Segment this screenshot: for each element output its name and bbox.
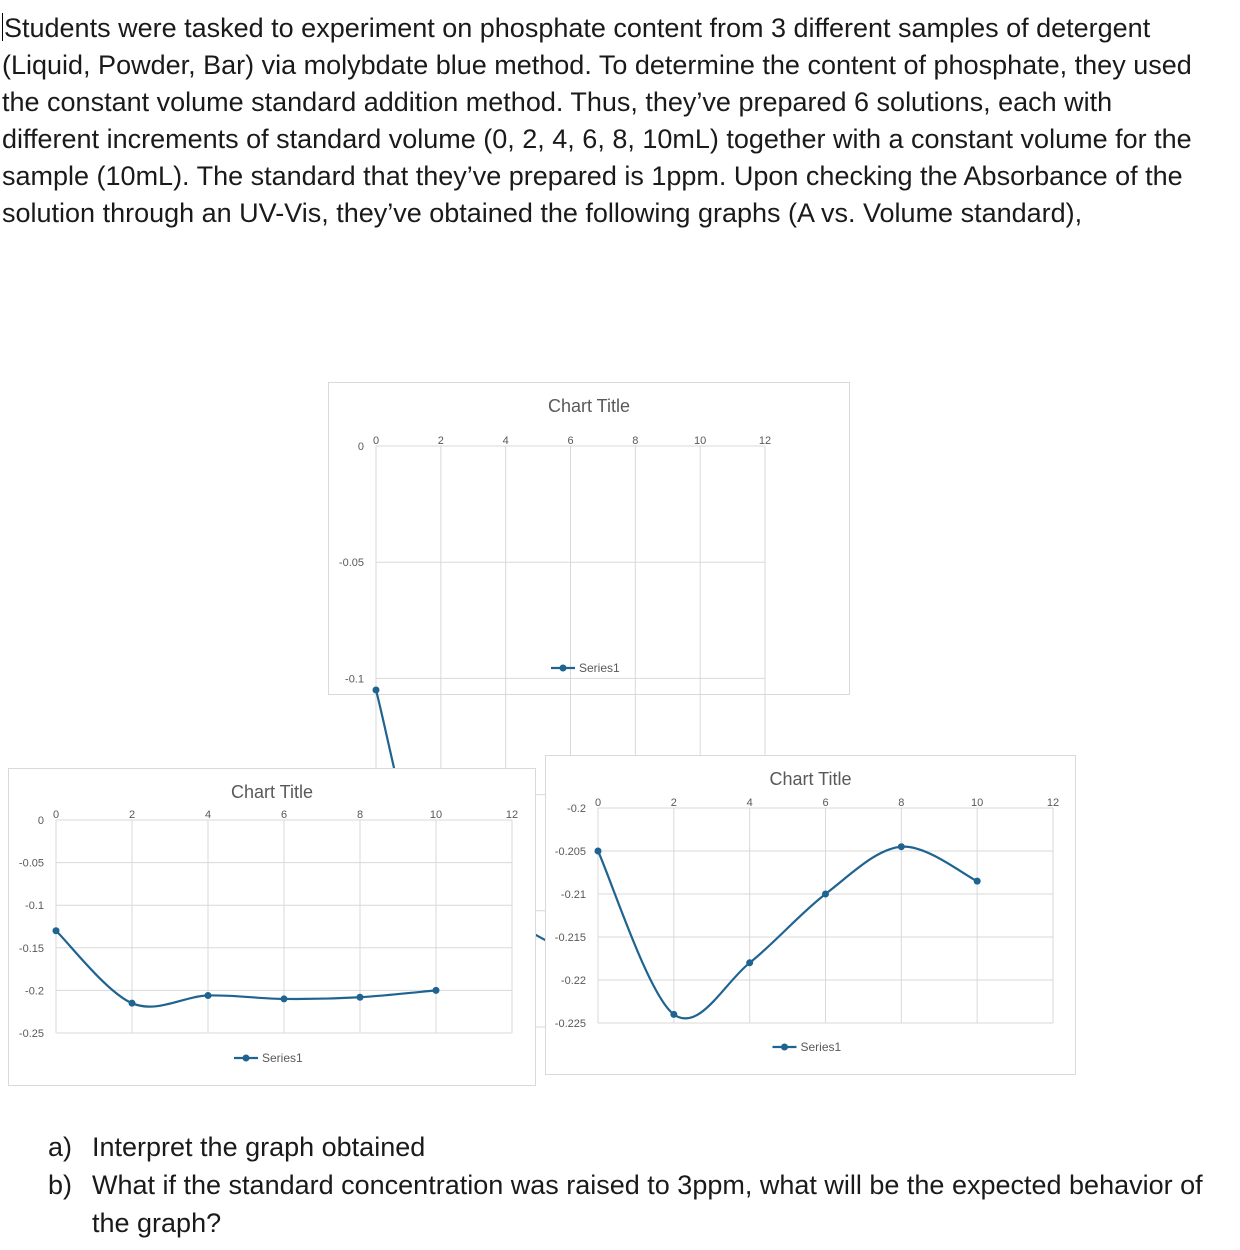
x-tick-label: 0	[594, 797, 602, 809]
chart-1-svg	[328, 382, 850, 695]
data-point	[357, 994, 364, 1001]
x-tick-label: 6	[822, 797, 829, 809]
question-a	[40, 1128, 1220, 1166]
question-a-marker: a)	[48, 1132, 73, 1162]
chart-frame	[546, 756, 1076, 1075]
y-tick-label: -0.205	[554, 846, 586, 858]
legend-label: Series1	[262, 1051, 303, 1065]
legend-label: Series1	[800, 1040, 842, 1054]
y-tick-label: -0.2	[25, 985, 44, 998]
y-tick-label: -0.2	[567, 803, 586, 815]
chart-2-svg	[8, 768, 536, 1086]
chart-frame	[329, 383, 850, 695]
x-tick-label: 2	[670, 797, 677, 809]
data-point	[746, 959, 753, 966]
data-point	[670, 1011, 677, 1018]
chart-title: Chart Title	[769, 769, 852, 789]
question-b	[40, 1166, 1220, 1242]
question-list	[40, 1128, 1220, 1242]
y-tick-label: -0.15	[18, 942, 44, 955]
chart-1	[328, 382, 850, 695]
question-a-text: Interpret the graph obtained	[92, 1132, 426, 1162]
y-tick-label: 0	[37, 815, 44, 827]
legend-label: Series1	[579, 661, 620, 675]
x-tick-label: 8	[356, 809, 364, 821]
data-point	[53, 927, 60, 934]
x-tick-label: 4	[204, 809, 212, 821]
x-tick-label: 4	[746, 797, 753, 809]
y-tick-label: 0	[357, 441, 364, 453]
data-point	[595, 848, 602, 855]
x-tick-label: 12	[758, 435, 772, 447]
data-point	[129, 1000, 136, 1007]
intro-text: Students were tasked to experiment on phosphate content from 3 different samples of detergent (Liquid, Powder, Bar) via molybdate blue method. To determine the content of phosphate, they used the constant volume standard addition method. Thus, they’ve prepared 6 solutions, each with different increments of standard volume (0, 2, 4, 6, 8, 10mL) together with a constant volume for the sample (10mL). The standard that they’ve prepared is 1ppm. Upon checking the Absorbance of the solution through an UV-Vis, they’ve obtained the following graphs (A vs. Volume standard),	[2, 13, 1192, 228]
x-tick-label: 10	[694, 435, 707, 447]
data-point	[281, 995, 288, 1002]
x-tick-label: 12	[505, 809, 519, 821]
y-tick-label: -0.1	[345, 673, 364, 686]
intro-paragraph	[2, 10, 1202, 232]
data-point	[898, 843, 905, 850]
y-tick-label: -0.21	[560, 889, 586, 901]
x-tick-label: 8	[632, 435, 639, 447]
y-tick-label: -0.215	[554, 932, 586, 944]
x-tick-label: 2	[437, 435, 444, 447]
x-tick-label: 2	[128, 809, 136, 821]
data-point	[974, 878, 981, 885]
chart-title: Chart Title	[547, 396, 631, 416]
question-b-marker: b)	[48, 1170, 73, 1200]
chart-title: Chart Title	[230, 782, 314, 802]
chart-frame	[9, 769, 536, 1086]
chart-2	[8, 768, 536, 1086]
legend-marker	[560, 665, 567, 672]
x-tick-label: 6	[280, 809, 288, 821]
data-point	[822, 891, 829, 898]
y-tick-label: -0.05	[18, 857, 44, 870]
data-point	[433, 987, 440, 994]
question-b-text: What if the standard concentration was raised to 3ppm, what will be the expected behavior of the graph?	[92, 1170, 1203, 1238]
x-tick-label: 10	[971, 797, 984, 809]
x-tick-label: 0	[372, 435, 380, 447]
x-tick-label: 12	[1046, 797, 1060, 809]
x-tick-label: 8	[898, 797, 905, 809]
text-cursor	[2, 13, 3, 41]
y-tick-label: -0.22	[560, 975, 586, 987]
y-tick-label: -0.05	[338, 557, 364, 570]
chart-3-svg	[545, 755, 1076, 1075]
y-tick-label: -0.225	[554, 1018, 586, 1030]
data-point	[373, 687, 380, 694]
x-tick-label: 0	[52, 809, 60, 821]
x-tick-label: 10	[429, 809, 443, 821]
x-tick-label: 6	[567, 435, 574, 447]
legend-marker	[781, 1044, 788, 1051]
chart-3	[545, 755, 1076, 1075]
legend-marker	[243, 1055, 250, 1062]
y-tick-label: -0.25	[18, 1028, 44, 1040]
y-tick-label: -0.1	[25, 900, 44, 913]
x-tick-label: 4	[502, 435, 509, 447]
data-point	[205, 992, 212, 999]
